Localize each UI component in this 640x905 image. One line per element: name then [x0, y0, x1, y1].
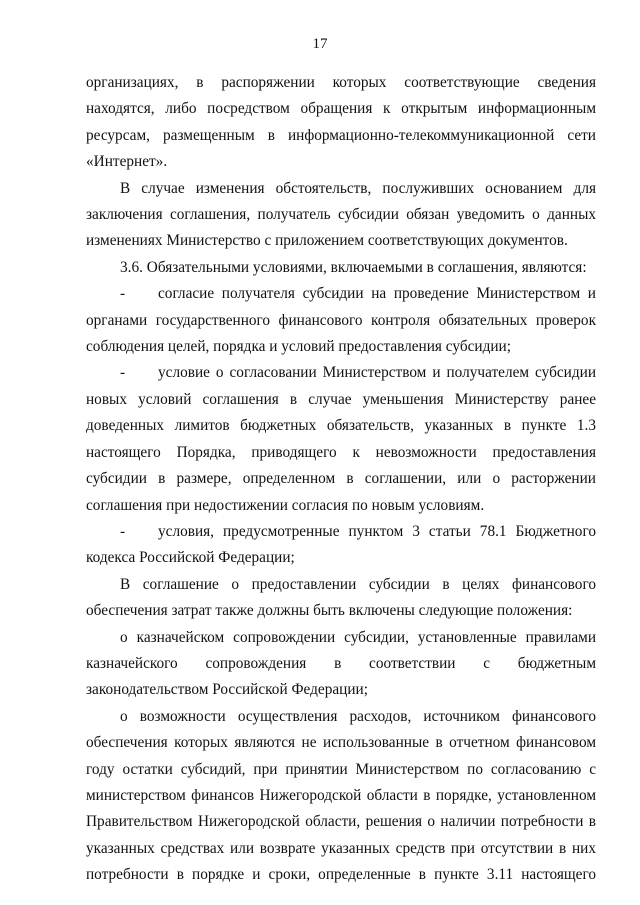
list-item-text: согласие получателя субсидии на проведение Министерством и органами государственного финансового контроля обязательных проверок соблюдения целей, порядка и условий предоставления субсидии; [86, 285, 596, 356]
list-item-text: условие о согласовании Министерством и получателем субсидии новых условий соглашения в случае уменьшения Министерству ранее доведенных лимитов бюджетных обязательств, указанных в пункте 1.3 настоящего Порядка, приводящего к невозможности предоставления субсидии в размере, определенном в соглашении, или о расторжении соглашения при недостижении согласия по новым условиям. [86, 364, 596, 514]
paragraph-1: организациях, в распоряжении которых соответствующие сведения находятся, либо посредством обращения к открытым информационным ресурсам, размещенным в информационно-телекоммуникационной сети «Интернет». [86, 74, 596, 171]
paragraph-7: В соглашение о предоставлении субсидии в целях финансового обеспечения затрат также должны быть включены следующие положения: [86, 575, 596, 620]
paragraph-2: В случае изменения обстоятельств, послуживших основанием для заключения соглашения, получатель субсидии обязан уведомить о данных изменениях Министерство с приложением соответствующих документов. [86, 179, 596, 250]
list-item-text: условия, предусмотренные пунктом 3 статьи 78.1 Бюджетного кодекса Российской Федерации; [86, 522, 596, 567]
list-dash: - [120, 522, 126, 540]
list-item-consent [86, 281, 596, 360]
paragraph-9: о возможности осуществления расходов, источником финансового обеспечения которых являются не использованные в отчетном финансовом году остатки субсидий, при принятии Министерством по согласованию с министерством финансов Нижегородской области в порядке, установленном Правительством Нижегородской области, решения о наличии потребности в указанных средствах или возврате указанных средств при отсутствии в них потребности в порядке и сроки, определенные в пункте 3.11 настоящего [86, 707, 596, 884]
list-dash: - [120, 364, 126, 382]
page-number: 17 [312, 36, 328, 52]
paragraph-8: о казначейском сопровождении субсидии, установленные правилами казначейского сопровождения в соответствии с бюджетным законодательством Российской Федерации; [86, 628, 596, 699]
document-body [86, 70, 596, 889]
list-dash: - [120, 285, 126, 303]
list-item-new-conditions [86, 360, 596, 518]
paragraph-3: 3.6. Обязательными условиями, включаемыми в соглашения, являются: [120, 258, 587, 276]
list-item-budget-code [86, 519, 596, 572]
